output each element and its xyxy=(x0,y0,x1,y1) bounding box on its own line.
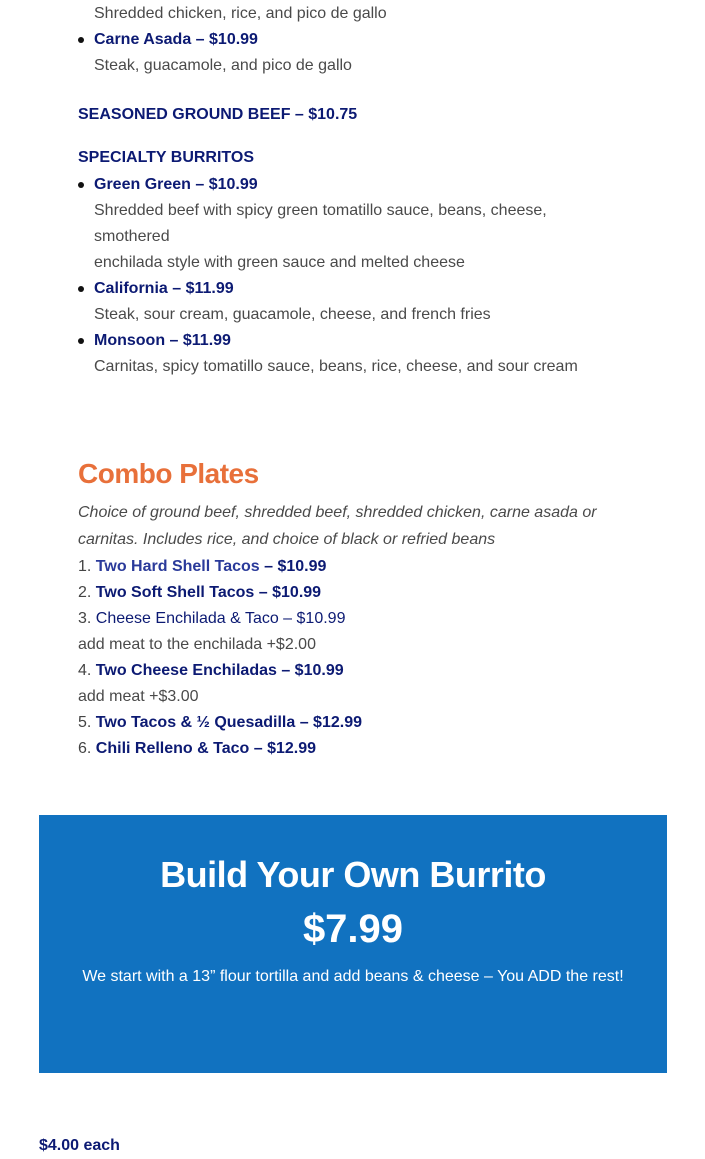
item-description: enchilada style with green sauce and melted cheese xyxy=(94,254,465,271)
combo-item xyxy=(78,580,362,606)
combo-note: add meat to the enchilada +$2.00 xyxy=(78,636,316,653)
item-name: Two Tacos & ½ Quesadilla – $12.99 xyxy=(95,714,362,731)
item-description: Steak, sour cream, guacamole, cheese, and french fries xyxy=(94,306,491,323)
item-name: Green Green – $10.99 xyxy=(94,176,258,193)
combo-item xyxy=(78,606,362,632)
item-number: 6. xyxy=(78,740,92,757)
list-item xyxy=(94,27,352,79)
combo-item xyxy=(78,554,362,580)
promo-title: Build Your Own Burrito xyxy=(160,854,546,895)
list-item xyxy=(94,276,578,328)
item-name: California – $11.99 xyxy=(94,280,234,297)
combo-item xyxy=(78,710,362,736)
list-item xyxy=(94,172,578,276)
item-description: Steak, guacamole, and pico de gallo xyxy=(94,57,352,74)
bullet-icon xyxy=(78,37,84,43)
item-number: 3. xyxy=(78,610,92,627)
item-description: Shredded beef with spicy green tomatillo sauce, beans, cheese, xyxy=(94,202,547,219)
item-name: Cheese Enchilada & Taco – $10.99 xyxy=(95,610,346,627)
build-your-own-burrito-banner xyxy=(39,815,667,1073)
combo-item xyxy=(78,658,362,684)
promo-text: We start with a 13” flour tortilla and add beans & cheese – You ADD the rest! xyxy=(82,968,624,985)
item-description: Carnitas, spicy tomatillo sauce, beans, rice, cheese, and sour cream xyxy=(94,358,578,375)
item-description: smothered xyxy=(94,228,170,245)
item-name: Carne Asada – $10.99 xyxy=(94,31,258,48)
list-item xyxy=(94,328,578,380)
combo-item xyxy=(78,736,362,762)
burrito-list xyxy=(94,27,352,79)
bullet-icon xyxy=(78,182,84,188)
item-name: Chili Relleno & Taco – $12.99 xyxy=(95,740,317,757)
item-name: Two Soft Shell Tacos – $10.99 xyxy=(95,584,322,601)
promo-price: $7.99 xyxy=(302,907,404,951)
chicken-description: Shredded chicken, rice, and pico de gallo xyxy=(94,5,387,22)
bullet-icon xyxy=(78,286,84,292)
item-number: 4. xyxy=(78,662,92,679)
item-number: 1. xyxy=(78,558,92,575)
item-name: Monsoon – $11.99 xyxy=(94,332,231,349)
combo-intro: Choice of ground beef, shredded beef, shredded chicken, carne asada or carnitas. Includes rice, and choice of black or refried beans xyxy=(78,504,597,548)
specialty-list xyxy=(94,172,578,380)
specialty-heading: SPECIALTY BURRITOS xyxy=(78,149,255,166)
combo-plates-title: Combo Plates xyxy=(78,458,259,489)
item-number: 5. xyxy=(78,714,92,731)
combo-note: add meat +$3.00 xyxy=(78,688,199,705)
bullet-icon xyxy=(78,338,84,344)
item-name: Two Cheese Enchiladas – $10.99 xyxy=(95,662,344,679)
item-number: 2. xyxy=(78,584,92,601)
seasoned-beef-heading: SEASONED GROUND BEEF – $10.75 xyxy=(78,106,358,123)
item-price: – $10.99 xyxy=(259,558,327,575)
price-each: $4.00 each xyxy=(39,1137,120,1154)
combo-list xyxy=(78,554,362,762)
two-hard-shell-tacos-link[interactable]: Two Hard Shell Tacos xyxy=(95,558,260,575)
